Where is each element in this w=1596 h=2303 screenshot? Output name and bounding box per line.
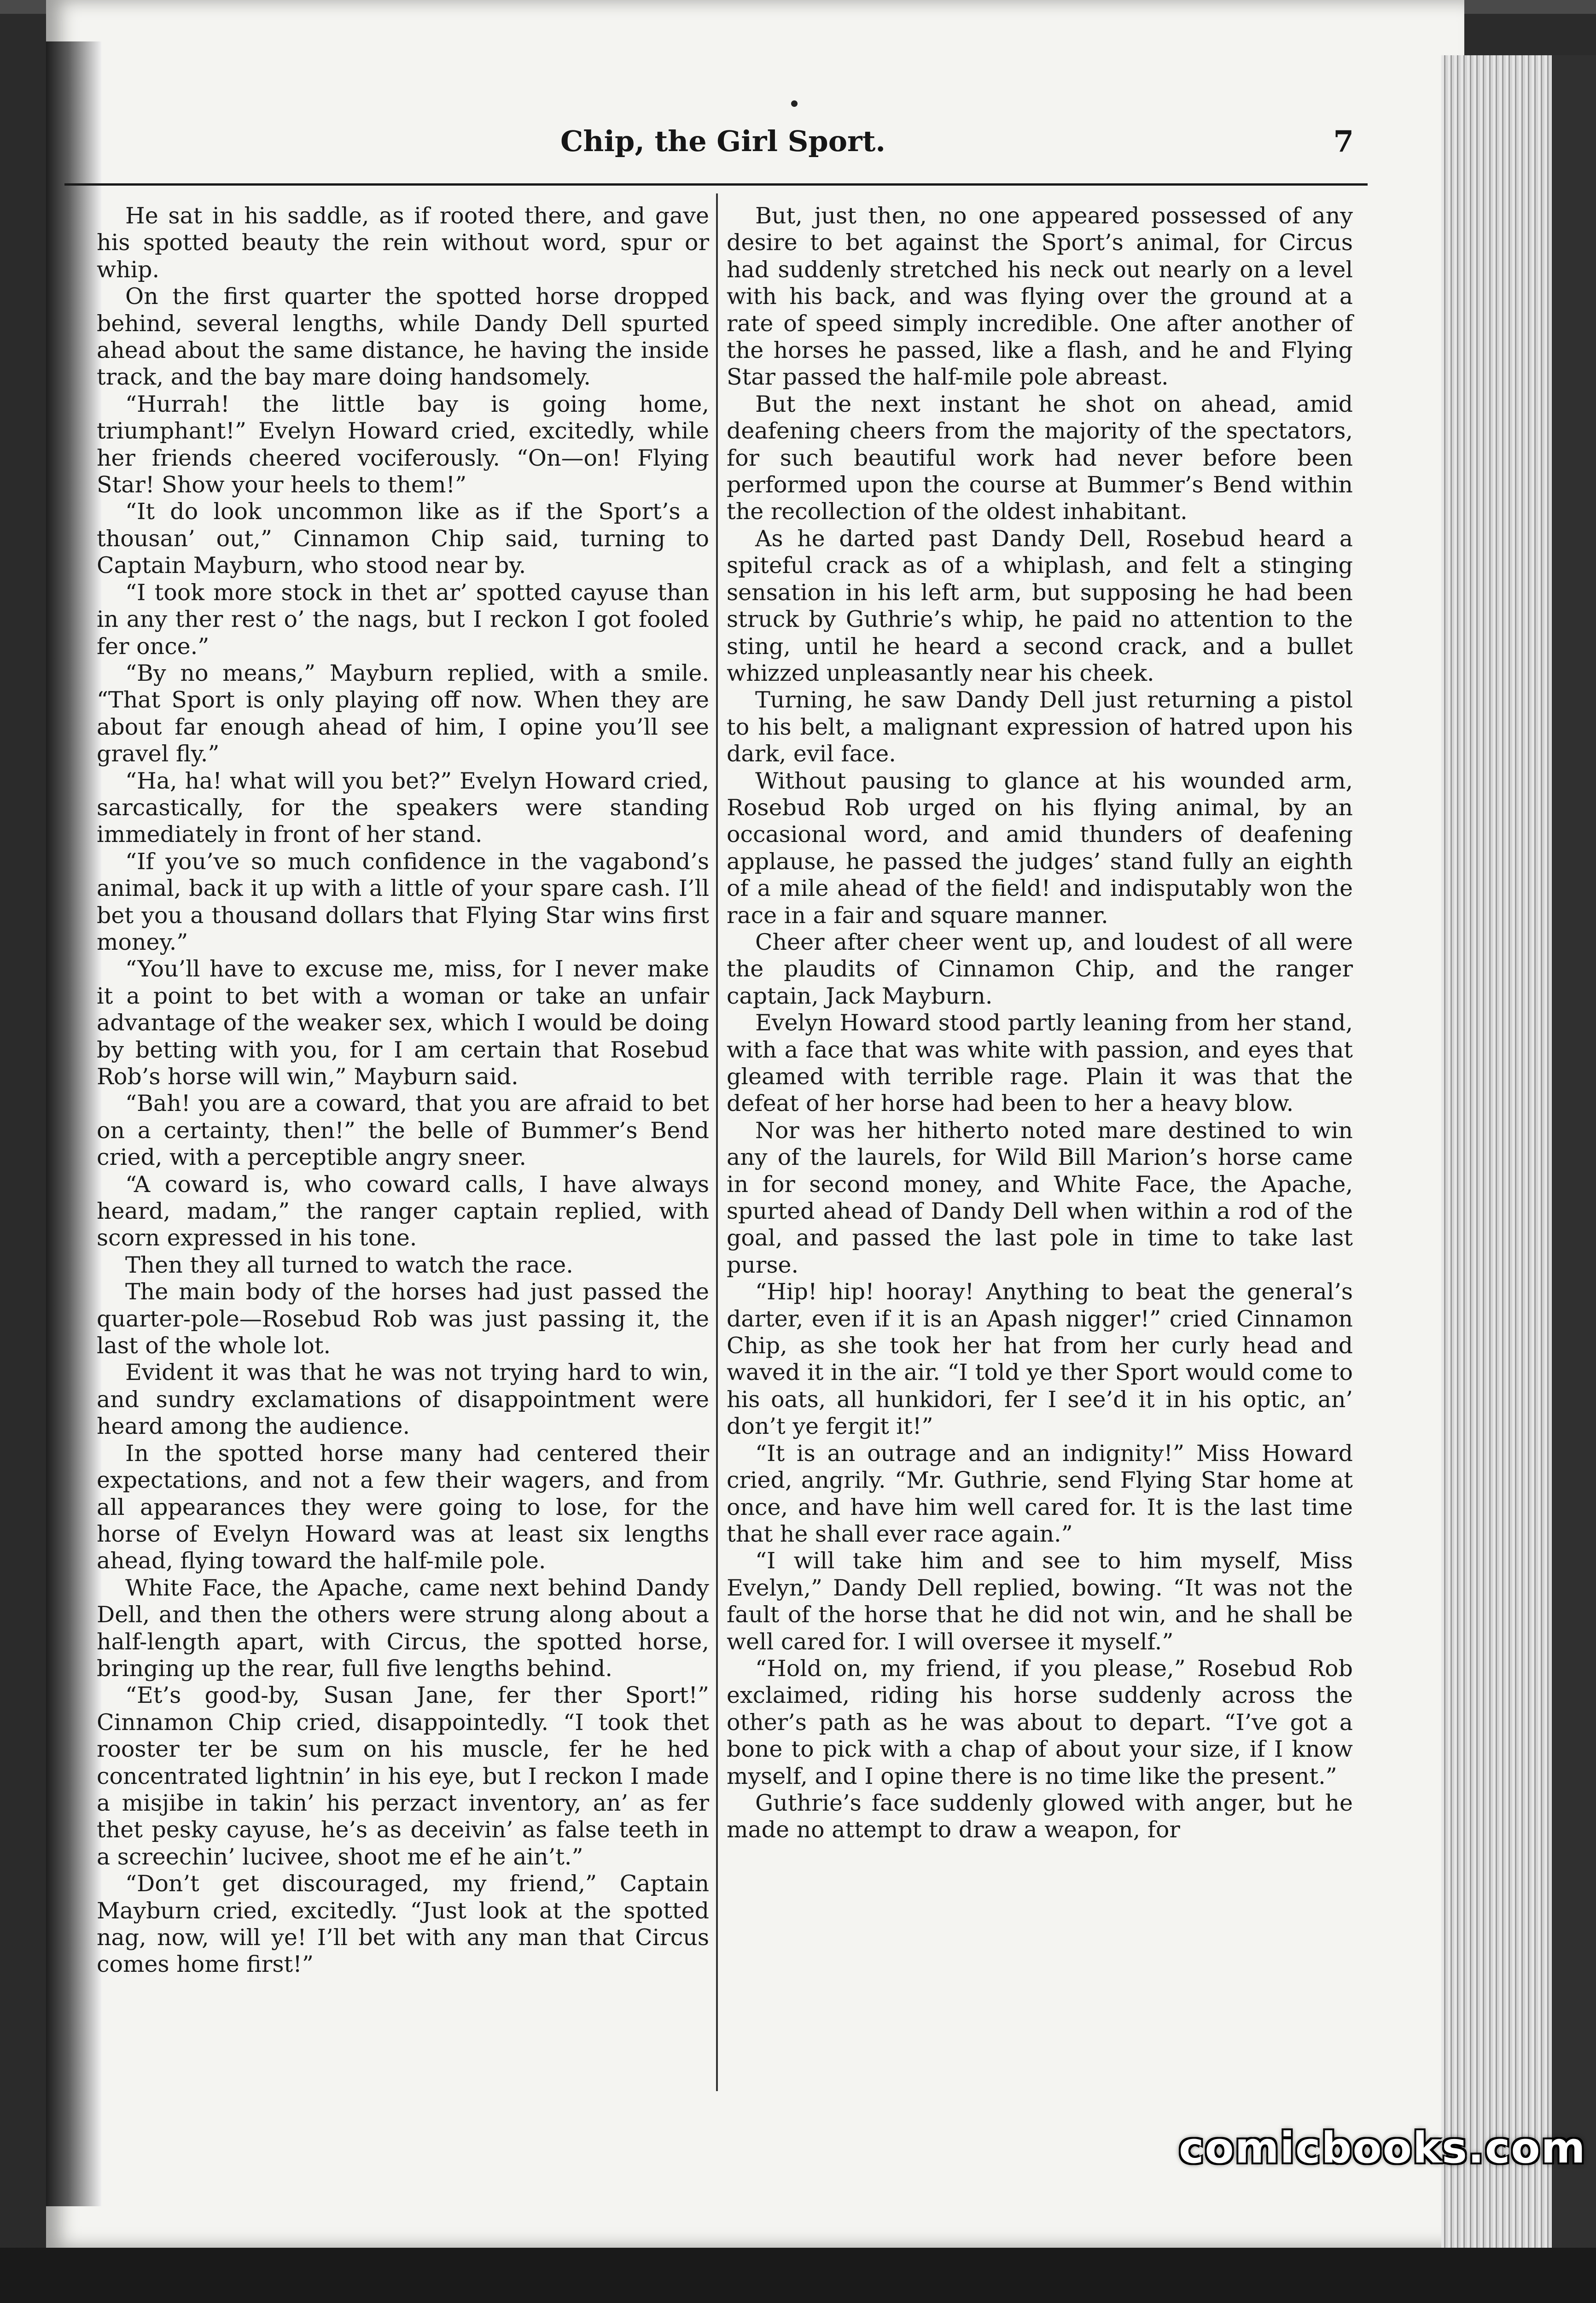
paragraph: “A coward is, who coward calls, I have always heard, madam,” the ranger captain replied, with scorn expressed in his tone.: [97, 1171, 709, 1251]
paragraph: Evelyn Howard stood partly leaning from her stand, with a face that was white with passion, and eyes that gleamed with terrible rage. Plain it was that the defeat of her horse had been to her a heavy blow.: [727, 1010, 1353, 1117]
printer-dot: [791, 100, 798, 107]
site-watermark: comicbooks.com: [1179, 2123, 1586, 2173]
paragraph: “Ha, ha! what will you bet?” Evelyn Howard cried, sarcastically, for the speakers were standing immediately in front of her stand.: [97, 767, 709, 848]
paragraph: Turning, he saw Dandy Dell just returning a pistol to his belt, a malignant expression of hatred upon his dark, evil face.: [727, 687, 1353, 767]
scan-right-edge: [1552, 55, 1596, 2303]
paragraph: Without pausing to glance at his wounded arm, Rosebud Rob urged on his flying animal, by an occasional word, and amid thunders of deafening applause, he passed the judges’ stand fully an eighth of a mile ahead of the field! and indisputably won the race in a fair and square manner.: [727, 767, 1353, 929]
paragraph: “If you’ve so much confidence in the vagabond’s animal, back it up with a little of your spare cash. I’ll bet you a thousand dollars that Flying Star wins first money.”: [97, 848, 709, 955]
paragraph: “Hurrah! the little bay is going home, triumphant!” Evelyn Howard cried, excitedly, while her friends cheered vociferously. “On—on! Flying Star! Show your heels to them!”: [97, 391, 709, 498]
paragraph: “You’ll have to excuse me, miss, for I never make it a point to bet with a woman or take an unfair advantage of the weaker sex, which I would be doing by betting with you, for I am certain that Rosebud Rob’s horse will win,” Mayburn said.: [97, 956, 709, 1090]
running-header: [92, 124, 1354, 175]
book-page: [46, 0, 1464, 2248]
scan-bottom-edge: [0, 2248, 1596, 2303]
header-rule: [64, 183, 1368, 186]
paragraph: Cheer after cheer went up, and loudest of all were the plaudits of Cinnamon Chip, and the ranger captain, Jack Mayburn.: [727, 929, 1353, 1009]
paragraph: White Face, the Apache, came next behind Dandy Dell, and then the others were strung along about a half-length apart, with Circus, the spotted horse, bringing up the rear, full five lengths behind.: [97, 1574, 709, 1682]
paragraph: Nor was her hitherto noted mare destined to win any of the laurels, for Wild Bill Marion’s horse came in for second money, and White Face, the Apache, spurted ahead of Dandy Dell when within a rod of the goal, and passed the last pole in time to take last purse.: [727, 1117, 1353, 1278]
page-edges: [1441, 55, 1552, 2266]
paragraph: “It is an outrage and an indignity!” Miss Howard cried, angrily. “Mr. Guthrie, send Flying Star home at once, and have him well cared for. It is the last time that he shall ever race again.”: [727, 1440, 1353, 1547]
paragraph: He sat in his saddle, as if rooted there, and gave his spotted beauty the rein without word, spur or whip.: [97, 203, 709, 283]
paragraph: “I took more stock in thet ar’ spotted cayuse than in any ther rest o’ the nags, but I reckon I got fooled fer once.”: [97, 579, 709, 660]
paragraph: “Et’s good-by, Susan Jane, fer ther Sport!” Cinnamon Chip cried, disappointedly. “I took thet rooster ter be sum on his muscle, fer he hed concentrated lightnin’ in his eye, but I reckon I made a misjibe in takin’ his perzact inventory, an’ as fer thet pesky cayuse, he’s as deceivin’ as false teeth in a screechin’ lucivee, shoot me ef he ain’t.”: [97, 1682, 709, 1870]
paragraph: Then they all turned to watch the race.: [125, 1251, 573, 1278]
paragraph: But, just then, no one appeared possessed of any desire to bet against the Sport’s animal, for Circus had suddenly stretched his neck out nearly on a level with his back, and was flying over the ground at a rate of speed simply incredible. One after another of the horses he passed, like a flash, and he and Flying Star passed the half-mile pole abreast.: [727, 203, 1353, 391]
paragraph: “Don’t get discouraged, my friend,” Captain Mayburn cried, excitedly. “Just look at the spotted nag, now, will ye! I’ll bet with any man that Circus comes home first!”: [97, 1870, 709, 1978]
right-column: [727, 203, 1353, 1844]
paragraph: “It do look uncommon like as if the Sport’s a thousan’ out,” Cinnamon Chip said, turning to Captain Mayburn, who stood near by.: [97, 498, 709, 579]
paragraph: On the first quarter the spotted horse dropped behind, several lengths, while Dandy Dell spurted ahead about the same distance, he having the inside track, and the bay mare doing handsomely.: [97, 283, 709, 391]
running-title: Chip, the Girl Sport.: [560, 124, 885, 158]
paragraph: “By no means,” Mayburn replied, with a smile. “That Sport is only playing off now. When they are about far enough ahead of him, I opine you’ll see gravel fly.”: [97, 660, 709, 767]
page-number: 7: [1333, 124, 1354, 159]
paragraph: “Hold on, my friend, if you please,” Rosebud Rob exclaimed, riding his horse suddenly across the other’s path as he was about to depart. “I’ve got a bone to pick with a chap of about your size, if I know myself, and I opine there is no time like the present.”: [727, 1655, 1353, 1789]
column-divider: [716, 193, 718, 2091]
book-binding-shadow: [46, 41, 101, 2206]
paragraph: Evident it was that he was not trying hard to win, and sundry exclamations of disappointment were heard among the audience.: [97, 1359, 709, 1440]
paragraph: Guthrie’s face suddenly glowed with anger, but he made no attempt to draw a weapon, for: [727, 1789, 1353, 1843]
paragraph: “Bah! you are a coward, that you are afraid to bet on a certainty, then!” the belle of Bummer’s Bend cried, with a perceptible angry sneer.: [97, 1090, 709, 1171]
paragraph: But the next instant he shot on ahead, amid deafening cheers from the majority of the spectators, for such beautiful work had never before been performed upon the course at Bummer’s Bend within the recollection of the oldest inhabitant.: [727, 391, 1353, 525]
paragraph: “Hip! hip! hooray! Anything to beat the general’s darter, even if it is an Apash nigger!” cried Cinnamon Chip, as she took her hat from her curly head and waved it in the air. “I told ye ther Sport would come to his oats, all hunkidori, fer I see’d it in his optic, an’ don’t ye fergit it!”: [727, 1279, 1353, 1440]
paragraph: As he darted past Dandy Dell, Rosebud heard a spiteful crack as of a whiplash, and felt a stinging sensation in his left arm, but supposing he had been struck by Guthrie’s whip, he paid no attention to the sting, until he heard a second crack, and a bullet whizzed unpleasantly near his cheek.: [727, 525, 1353, 686]
paragraph: “I will take him and see to him myself, Miss Evelyn,” Dandy Dell replied, bowing. “It was not the fault of the horse that he did not win, and he shall be well cared for. I will oversee it myself.”: [727, 1548, 1353, 1655]
paragraph: The main body of the horses had just passed the quarter-pole—Rosebud Rob was just passing it, the last of the whole lot.: [97, 1279, 709, 1359]
left-column: [97, 203, 709, 1978]
paragraph: In the spotted horse many had centered their expectations, and not a few their wagers, and from all appearances they were going to lose, for the horse of Evelyn Howard was at least six lengths ahead, flying toward the half-mile pole.: [97, 1440, 709, 1574]
